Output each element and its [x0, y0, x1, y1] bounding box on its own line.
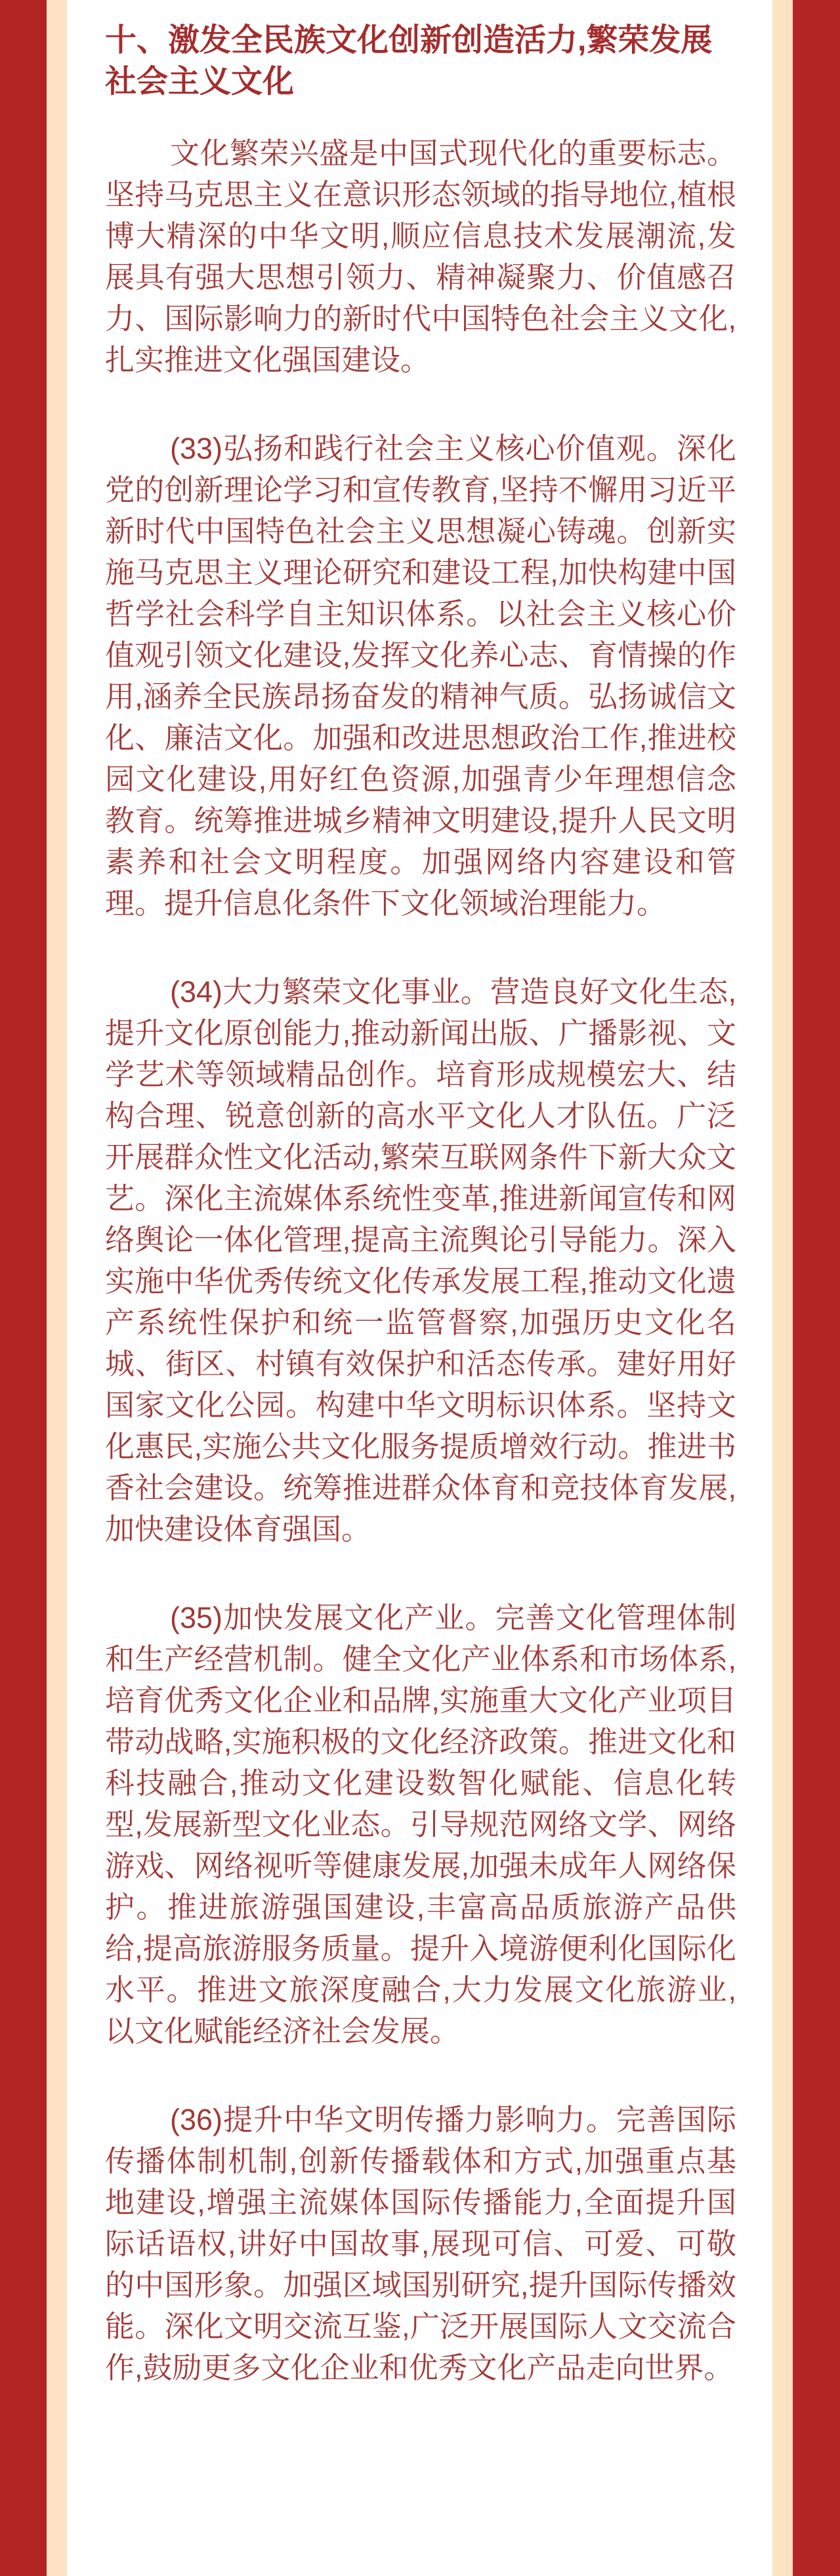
left-cream-band	[47, 0, 67, 2576]
section-title: 十、激发全民族文化创新创造活力,繁荣发展社会主义文化	[105, 23, 713, 99]
right-cream-band	[772, 0, 793, 2576]
paragraph-item-34: (34)大力繁荣文化事业。营造良好文化生态,提升文化原创能力,推动新闻出版、广播影视、文学艺术等领域精品创作。培育形成规模宏大、结构合理、锐意创新的高水平文化人才队伍。广泛开展群众性文化活动,繁荣互联网条件下新大众文艺。深化主流媒体系统性变革,推进新闻宣传和网络舆论一体化管理,提高主流舆论引导能力。深入实施中华优秀传统文化传承发展工程,推动文化遗产系统性保护和统一监管督察,加强历史文化名城、街区、村镇有效保护和活态传承。建好用好国家文化公园。构建中华文明标识体系。坚持文化惠民,实施公共文化服务提质增效行动。推进书香社会建设。统筹推进群众体育和竞技体育发展,加快建设体育强国。	[105, 975, 736, 1546]
paragraph-intro: 文化繁荣兴盛是中国式现代化的重要标志。坚持马克思主义在意识形态领域的指导地位,植根博大精深的中华文明,顺应信息技术发展潮流,发展具有强大思想引领力、精神凝聚力、价值感召力、国际影响力的新时代中国特色社会主义文化,扎实推进文化强国建设。	[105, 136, 736, 377]
right-red-band	[793, 0, 840, 2576]
paragraph-item-36: (36)提升中华文明传播力影响力。完善国际传播体制机制,创新传播载体和方式,加强重点基地建设,增强主流媒体国际传播能力,全面提升国际话语权,讲好中国故事,展现可信、可爱、可敬的中国形象。加强区域国别研究,提升国际传播效能。深化文明交流互鉴,广泛开展国际人文交流合作,鼓励更多文化企业和优秀文化产品走向世界。	[105, 2103, 736, 2384]
paragraph-item-33: (33)弘扬和践行社会主义核心价值观。深化党的创新理论学习和宣传教育,坚持不懈用习近平新时代中国特色社会主义思想凝心铸魂。创新实施马克思主义理论研究和建设工程,加快构建中国哲学社会科学自主知识体系。以社会主义核心价值观引领文化建设,发挥文化养心志、育情操的作用,涵养全民族昂扬奋发的精神气质。弘扬诚信文化、廉洁文化。加强和改进思想政治工作,推进校园文化建设,用好红色资源,加强青少年理想信念教育。统筹推进城乡精神文明建设,提升人民文明素养和社会文明程度。加强网络内容建设和管理。提升信息化条件下文化领域治理能力。	[105, 432, 736, 920]
paragraph-item-35: (35)加快发展文化产业。完善文化管理体制和生产经营机制。健全文化产业体系和市场体系,培育优秀文化企业和品牌,实施重大文化产业项目带动战略,实施积极的文化经济政策。推进文化和科技融合,推动文化建设数智化赋能、信息化转型,发展新型文化业态。引导规范网络文学、网络游戏、网络视听等健康发展,加强未成年人网络保护。推进旅游强国建设,丰富高品质旅游产品供给,提高旅游服务质量。提升入境游便利化国际化水平。推进文旅深度融合,大力发展文化旅游业,以文化赋能经济社会发展。	[105, 1601, 736, 2048]
article-content	[67, 0, 772, 2576]
left-red-band	[0, 0, 47, 2576]
